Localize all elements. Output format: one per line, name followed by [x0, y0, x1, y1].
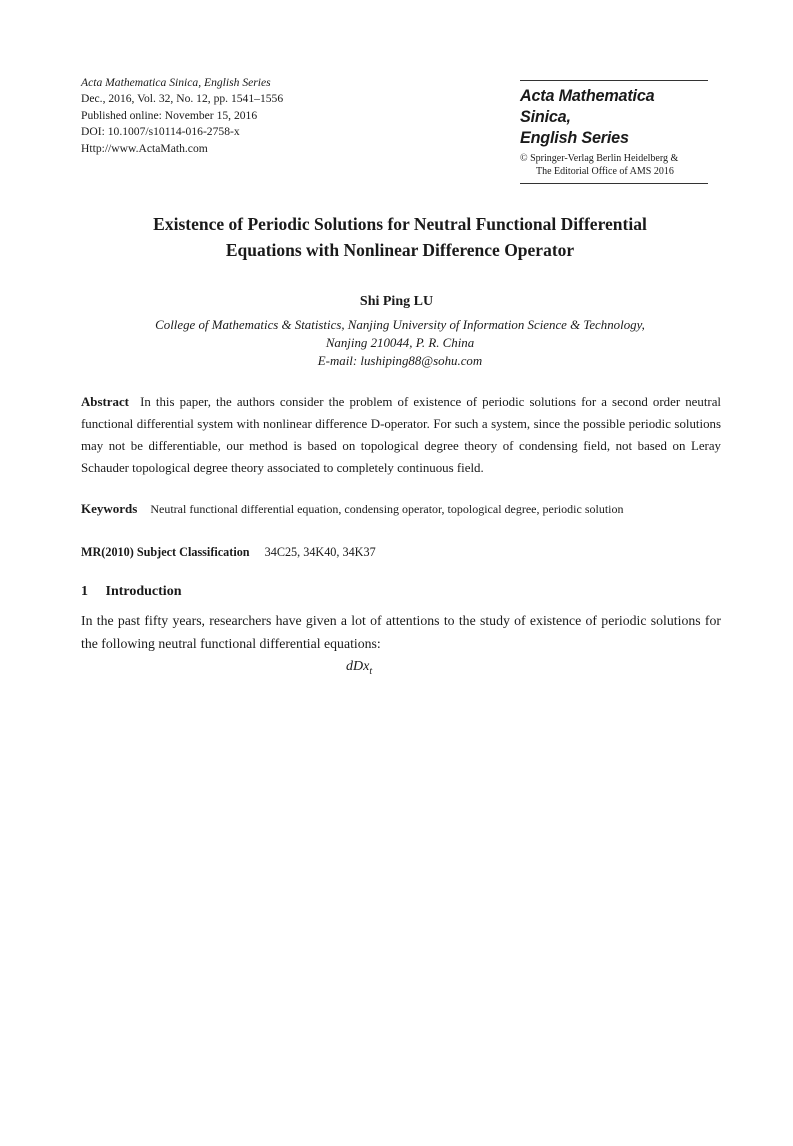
- subject-classification: [81, 545, 376, 560]
- bottom-rule: [520, 183, 708, 184]
- journal-issue: Dec., 2016, Vol. 32, No. 12, pp. 1541–1556: [81, 92, 284, 106]
- keywords: [81, 499, 721, 519]
- title-line-1: Existence of Periodic Solutions for Neutral Functional Differential: [153, 214, 647, 234]
- equation-main: dDx: [346, 659, 370, 674]
- brand-line-1: Acta Mathematica Sinica,: [520, 87, 655, 126]
- copyright-line-2: The Editorial Office of AMS 2016: [536, 166, 674, 177]
- affiliation-line-2: Nanjing 210044, P. R. China: [325, 336, 475, 350]
- msc-label: MR(2010) Subject Classification: [81, 545, 250, 559]
- msc-codes: 34C25, 34K40, 34K37: [264, 545, 376, 559]
- copyright-line-1: © Springer-Verlag Berlin Heidelberg &: [520, 153, 679, 164]
- journal-citation-block: [81, 75, 283, 157]
- abstract-text: In this paper, the authors consider the problem of existence of periodic solutions for a second order neutral functional differential system with nonlinear difference D-operator. For such a system, since the possible periodic solutions may not be differentiable, our method is based on topological degree theory of condensing field, not based on Leray Schauder topological degree theory associated to completely continuous field.: [81, 395, 721, 475]
- journal-name: Acta Mathematica Sinica, English Series: [81, 76, 271, 89]
- intro-paragraph: In the past fifty years, researchers have given a lot of attentions to the study of existence of periodic solutions for the following neutral functional differential equations:: [81, 613, 721, 651]
- affiliation: [60, 316, 740, 370]
- keywords-label: Keywords: [81, 501, 138, 516]
- brand-line-2: English Series: [520, 129, 629, 147]
- top-rule: [520, 80, 708, 81]
- section-title: Introduction: [105, 584, 182, 599]
- abstract-label: Abstract: [81, 395, 129, 409]
- section-number: 1: [81, 584, 88, 599]
- equation-fragment: [346, 659, 372, 677]
- abstract: [81, 391, 721, 479]
- author-email[interactable]: E-mail: lushiping88@sohu.com: [317, 354, 483, 368]
- article-title: [60, 211, 740, 263]
- keywords-text: Neutral functional differential equation, condensing operator, topological degree, periodic solution: [150, 502, 624, 516]
- published-date: Published online: November 15, 2016: [81, 108, 258, 122]
- doi: DOI: 10.1007/s10114-016-2758-x: [81, 125, 240, 139]
- title-line-2: Equations with Nonlinear Difference Operator: [225, 240, 575, 260]
- affiliation-line-1: College of Mathematics & Statistics, Nanjing University of Information Science & Technology,: [155, 318, 645, 332]
- journal-url[interactable]: Http://www.ActaMath.com: [81, 141, 208, 155]
- copyright-notice: [520, 152, 708, 183]
- section-heading: [81, 584, 181, 600]
- equation-subscript: t: [369, 665, 373, 677]
- journal-brand: [520, 86, 708, 149]
- author-name: Shi Ping LU: [359, 294, 434, 309]
- journal-brand-box: [520, 80, 708, 184]
